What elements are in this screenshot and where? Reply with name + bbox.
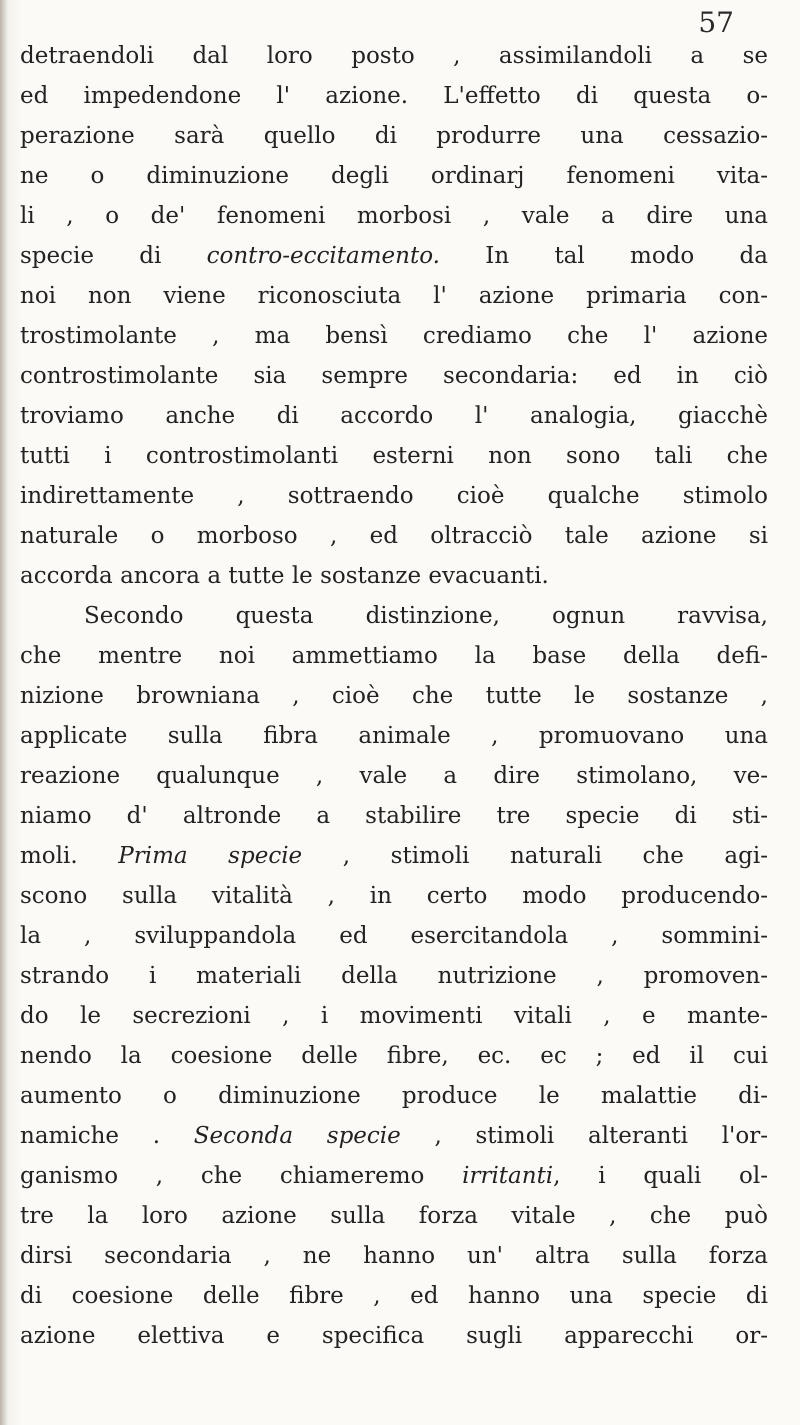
text-segment: controstimolante sia sempre secondaria: ed in ciò	[20, 363, 768, 389]
text-segment: ne o diminuzione degli ordinarj fenomeni vita-	[20, 163, 768, 189]
text-line	[20, 596, 768, 636]
text-segment: do le secrezioni , i movimenti vitali , e mante-	[20, 1003, 768, 1029]
text-segment: la , sviluppandola ed esercitandola , sommini-	[20, 923, 768, 949]
text-segment: nendo la coesione delle fibre, ec. ec ; ed il cui	[20, 1043, 768, 1069]
text-line	[20, 1276, 768, 1316]
text-segment: namiche .	[20, 1123, 194, 1149]
italic-term: Seconda specie	[193, 1123, 401, 1149]
body-text	[20, 36, 768, 1356]
text-segment: nizione browniana , cioè che tutte le sostanze ,	[20, 683, 768, 709]
text-line	[20, 1316, 768, 1356]
text-segment: noi non viene riconosciuta l' azione primaria con-	[20, 283, 768, 309]
text-segment: troviamo anche di accordo l' analogia, giacchè	[20, 403, 768, 429]
text-line	[20, 836, 768, 876]
text-line	[20, 1116, 768, 1156]
text-line	[20, 1036, 768, 1076]
text-segment: Secondo questa distinzione, ognun ravvisa,	[84, 603, 768, 629]
text-line	[20, 116, 768, 156]
text-line	[20, 436, 768, 476]
text-line	[20, 916, 768, 956]
text-line	[20, 716, 768, 756]
text-segment: ed impedendone l' azione. L'effetto di questa o-	[20, 83, 768, 109]
text-line	[20, 996, 768, 1036]
text-line	[20, 1236, 768, 1276]
page-number: 57	[698, 6, 734, 39]
text-segment: indirettamente , sottraendo cioè qualche stimolo	[20, 483, 768, 509]
text-line	[20, 236, 768, 276]
text-segment: , stimoli alteranti l'or-	[400, 1123, 768, 1149]
italic-term: contro-eccitamento.	[206, 243, 440, 269]
text-line	[20, 76, 768, 116]
text-segment: scono sulla vitalità , in certo modo producendo-	[20, 883, 768, 909]
text-line	[20, 796, 768, 836]
text-segment: In tal modo da	[439, 243, 768, 269]
text-segment: applicate sulla fibra animale , promuovano una	[20, 723, 768, 749]
text-line	[20, 276, 768, 316]
text-segment: di coesione delle fibre , ed hanno una specie di	[20, 1283, 768, 1309]
text-segment: moli.	[20, 843, 119, 869]
text-line	[20, 36, 768, 76]
text-segment: trostimolante , ma bensì crediamo che l' azione	[20, 323, 768, 349]
spine-shadow	[0, 0, 8, 1425]
text-segment: dirsi secondaria , ne hanno un' altra sulla forza	[20, 1243, 768, 1269]
text-line	[20, 956, 768, 996]
text-line	[20, 516, 768, 556]
text-line	[20, 156, 768, 196]
text-line	[20, 556, 768, 596]
text-segment: strando i materiali della nutrizione , promoven-	[20, 963, 768, 989]
text-line	[20, 396, 768, 436]
text-line	[20, 676, 768, 716]
text-segment: perazione sarà quello di produrre una cessazio-	[20, 123, 768, 149]
italic-term: irritanti	[462, 1163, 554, 1189]
text-segment: tre la loro azione sulla forza vitale , che può	[20, 1203, 768, 1229]
text-line	[20, 636, 768, 676]
text-segment: , i quali ol-	[553, 1163, 768, 1189]
text-line	[20, 196, 768, 236]
text-line	[20, 476, 768, 516]
text-line	[20, 356, 768, 396]
text-segment: ganismo , che chiameremo	[20, 1163, 463, 1189]
text-segment: che mentre noi ammettiamo la base della defi-	[20, 643, 768, 669]
text-segment: aumento o diminuzione produce le malattie di-	[20, 1083, 768, 1109]
text-line	[20, 876, 768, 916]
text-segment: azione elettiva e specifica sugli apparecchi or-	[20, 1323, 768, 1349]
text-segment: tutti i controstimolanti esterni non sono tali che	[20, 443, 768, 469]
text-line	[20, 316, 768, 356]
text-line	[20, 756, 768, 796]
text-segment: reazione qualunque , vale a dire stimolano, ve-	[20, 763, 768, 789]
text-line	[20, 1156, 768, 1196]
text-segment: niamo d' altronde a stabilire tre specie di sti-	[20, 803, 768, 829]
text-segment: detraendoli dal loro posto , assimilandoli a se	[20, 43, 768, 69]
text-segment: , stimoli naturali che agi-	[302, 843, 768, 869]
text-segment: li , o de' fenomeni morbosi , vale a dire una	[20, 203, 768, 229]
text-segment: accorda ancora a tutte le sostanze evacuanti.	[20, 563, 549, 589]
text-segment: specie di	[20, 243, 207, 269]
text-segment: naturale o morboso , ed oltracciò tale azione si	[20, 523, 768, 549]
text-line	[20, 1076, 768, 1116]
text-line	[20, 1196, 768, 1236]
italic-term: Prima specie	[118, 843, 303, 869]
